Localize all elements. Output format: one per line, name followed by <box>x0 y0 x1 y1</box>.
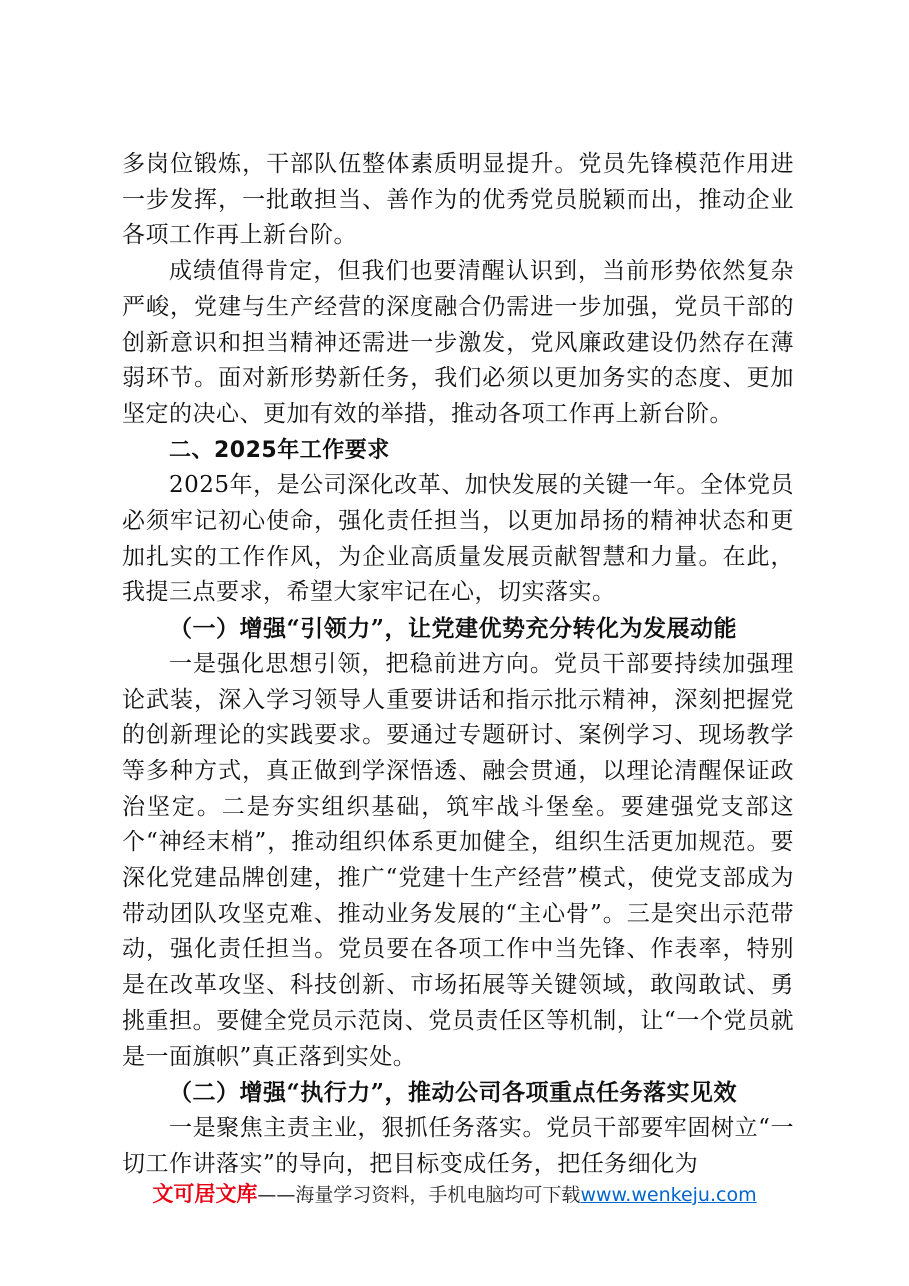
footer-slogan: ——海量学习资料，手机电脑均可下载 <box>257 1184 581 1206</box>
footer-brand: 文可居文库 <box>152 1182 258 1206</box>
footer-banner <box>0 1178 909 1208</box>
section-heading-2025-requirements: 二、2025年工作要求 <box>169 437 390 463</box>
subheading-execution: （二）增强“执行力”，推动公司各项重点任务落实见效 <box>169 1079 737 1107</box>
paragraph-2025-intro: 2025年，是公司深化改革、加快发展的关键一年。全体党员必须牢记初心使命，强化责任担当，以更加昂扬的精神状态和更加扎实的工作作风，为企业高质量发展贡献智慧和力量。在此，我提三点要求，希望大家牢记在心，切实落实。 <box>122 472 794 606</box>
paragraph-execution: 一是聚焦主责主业，狠抓任务落实。党员干部要牢固树立“一切工作讲落实”的导向，把目标变成任务，把任务细化为 <box>122 1114 794 1177</box>
paragraph-assessment: 成绩值得肯定，但我们也要清醒认识到，当前形势依然复杂严峻，党建与生产经营的深度融合仍需进一步加强，党员干部的创新意识和担当精神还需进一步激发，党风廉政建设仍然存在薄弱环节。面对新形势新任务，我们必须以更加务实的态度、更加坚定的决心、更加有效的举措，推动各项工作再上新台阶。 <box>122 258 794 427</box>
paragraph-continuation: 多岗位锻炼，干部队伍整体素质明显提升。党员先锋模范作用进一步发挥，一批敢担当、善作为的优秀党员脱颖而出，推动企业各项工作再上新台阶。 <box>122 151 794 249</box>
subheading-leadership: （一）增强“引领力”，让党建优势充分转化为发展动能 <box>169 615 737 643</box>
document-body <box>122 147 794 1182</box>
paragraph-leadership: 一是强化思想引领，把稳前进方向。党员干部要持续加强理论武装，深入学习领导人重要讲话和指示批示精神，深刻把握党的创新理论的实践要求。要通过专题研讨、案例学习、现场教学等多种方式，真正做到学深悟透、融会贯通，以理论清醒保证政治坚定。二是夯实组织基础，筑牢战斗堡垒。要建强党支部这个“神经末梢”，推动组织体系更加健全，组织生活更加规范。要深化党建品牌创建，推广“党建十生产经营”模式，使党支部成为带动团队攻坚克难、推动业务发展的“主心骨”。三是突出示范带动，强化责任担当。党员要在各项工作中当先锋、作表率，特别是在改革攻坚、科技创新、市场拓展等关键领域，敢闯敢试、勇挑重担。要健全党员示范岗、党员责任区等机制，让“一个党员就是一面旗帜”真正落到实处。 <box>122 650 794 1070</box>
footer-website-link[interactable]: www.wenkeju.com <box>580 1184 757 1206</box>
